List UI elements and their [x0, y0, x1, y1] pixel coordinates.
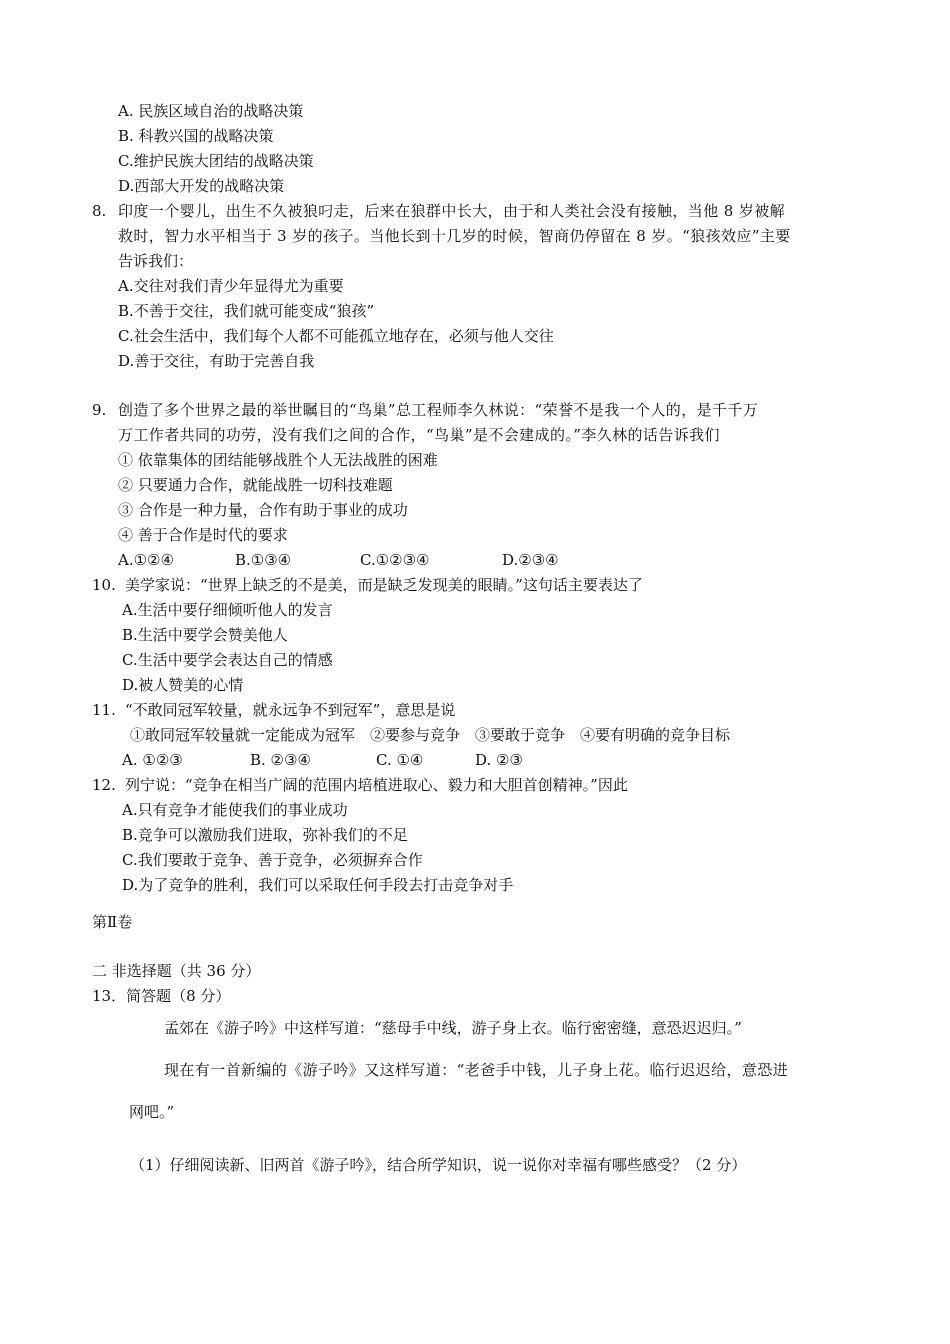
q11-stem: “不敢同冠军较量，就永远争不到冠军”，意思是说 — [125, 701, 456, 719]
q11-choice-c: C. ①④ — [376, 751, 424, 769]
q12-option-a: A.只有竞争才能使我们的事业成功 — [122, 801, 348, 819]
q10-option-d: D.被人赞美的心情 — [122, 676, 244, 694]
q8-option-c: C.社会生活中，我们每个人都不可能孤立地存在，必须与他人交往 — [118, 327, 554, 345]
q9-item-2: ② 只要通力合作，就能战胜一切科技难题 — [118, 476, 393, 494]
q11-choice-b: B. ②③④ — [250, 751, 311, 769]
q7-option-a: A. 民族区域自治的战略决策 — [118, 102, 304, 120]
q8-option-a: A.交往对我们青少年显得尤为重要 — [118, 277, 344, 295]
q9-choice-d: D.②③④ — [502, 551, 559, 569]
q7-option-d: D.西部大开发的战略决策 — [118, 177, 285, 195]
q10-stem: 美学家说：“世界上缺乏的不是美，而是缺乏发现美的眼睛。”这句话主要表达了 — [125, 576, 643, 594]
q7-option-b: B. 科教兴国的战略决策 — [118, 127, 274, 145]
q8-number: 8. — [92, 202, 107, 220]
q9-choice-c: C.①②③④ — [360, 551, 430, 569]
q11-items: ①敢同冠军较量就一定能成为冠军 ②要参与竞争 ③要敢于竞争 ④要有明确的竞争目标 — [130, 726, 731, 744]
q13-sub-question-1: （1）仔细阅读新、旧两首《游子吟》，结合所学知识，说一说你对幸福有哪些感受？（2 分） — [130, 1156, 747, 1174]
q12-stem: 列宁说：“竞争在相当广阔的范围内培植进取心、毅力和大胆首创精神。”因此 — [125, 776, 628, 794]
q12-option-d: D.为了竞争的胜利，我们可以采取任何手段去打击竞争对手 — [122, 876, 514, 894]
q8-option-b: B.不善于交往，我们就可能变成“狼孩” — [118, 302, 375, 320]
q13-poem-new-line-2: 网吧。” — [129, 1103, 175, 1121]
q10-option-b: B.生活中要学会赞美他人 — [122, 626, 288, 644]
q9-choice-b: B.①③④ — [235, 551, 292, 569]
q10-number: 10. — [92, 576, 116, 594]
part2-title: 第Ⅱ卷 — [92, 913, 133, 931]
q9-choice-a: A.①②④ — [118, 551, 174, 569]
q7-option-c: C.维护民族大团结的战略决策 — [118, 152, 314, 170]
part2-section-heading: 二 非选择题（共 36 分） — [92, 962, 261, 980]
q8-stem-line-1: 印度一个婴儿，出生不久被狼叼走，后来在狼群中长大，由于和人类社会没有接触，当他 8 岁被解 — [118, 202, 786, 220]
q9-item-1: ① 依靠集体的团结能够战胜个人无法战胜的困难 — [118, 451, 438, 469]
q12-option-b: B.竞争可以激励我们进取，弥补我们的不足 — [122, 826, 408, 844]
q9-item-3: ③ 合作是一种力量，合作有助于事业的成功 — [118, 501, 408, 519]
q13-poem-old: 孟郊在《游子吟》中这样写道：“慈母手中线，游子身上衣。临行密密缝，意恐迟迟归。” — [164, 1019, 742, 1037]
q9-number: 9. — [92, 401, 107, 419]
q13-title: 13．简答题（8 分） — [92, 987, 231, 1005]
q11-choice-d: D. ②③ — [475, 751, 523, 769]
q10-option-c: C.生活中要学会表达自己的情感 — [122, 651, 333, 669]
q9-stem-line-2: 万工作者共同的功劳，没有我们之间的合作，“鸟巢”是不会建成的。”李久林的话告诉我们 — [118, 426, 720, 444]
q9-item-4: ④ 善于合作是时代的要求 — [118, 526, 288, 544]
q8-stem-line-3: 告诉我们： — [118, 252, 194, 270]
q8-option-d: D.善于交往，有助于完善自我 — [118, 352, 315, 370]
q11-number: 11. — [92, 701, 116, 719]
q9-stem-line-1: 创造了多个世界之最的举世瞩目的“鸟巢”总工程师李久林说：“荣誉不是我一个人的，是千千万 — [118, 401, 759, 419]
q12-number: 12. — [92, 776, 116, 794]
q13-poem-new-line-1: 现在有一首新编的《游子吟》又这样写道：“老爸手中钱，儿子身上花。临行迟迟给，意恐进 — [164, 1061, 789, 1079]
q10-option-a: A.生活中要仔细倾听他人的发言 — [122, 601, 333, 619]
q12-option-c: C.我们要敢于竞争、善于竞争，必须摒弃合作 — [122, 851, 423, 869]
q11-choice-a: A. ①②③ — [122, 751, 183, 769]
q8-stem-line-2: 救时，智力水平相当于 3 岁的孩子。当他长到十几岁的时候，智商仍停留在 8 岁。“狼孩效应”主要 — [118, 227, 791, 245]
